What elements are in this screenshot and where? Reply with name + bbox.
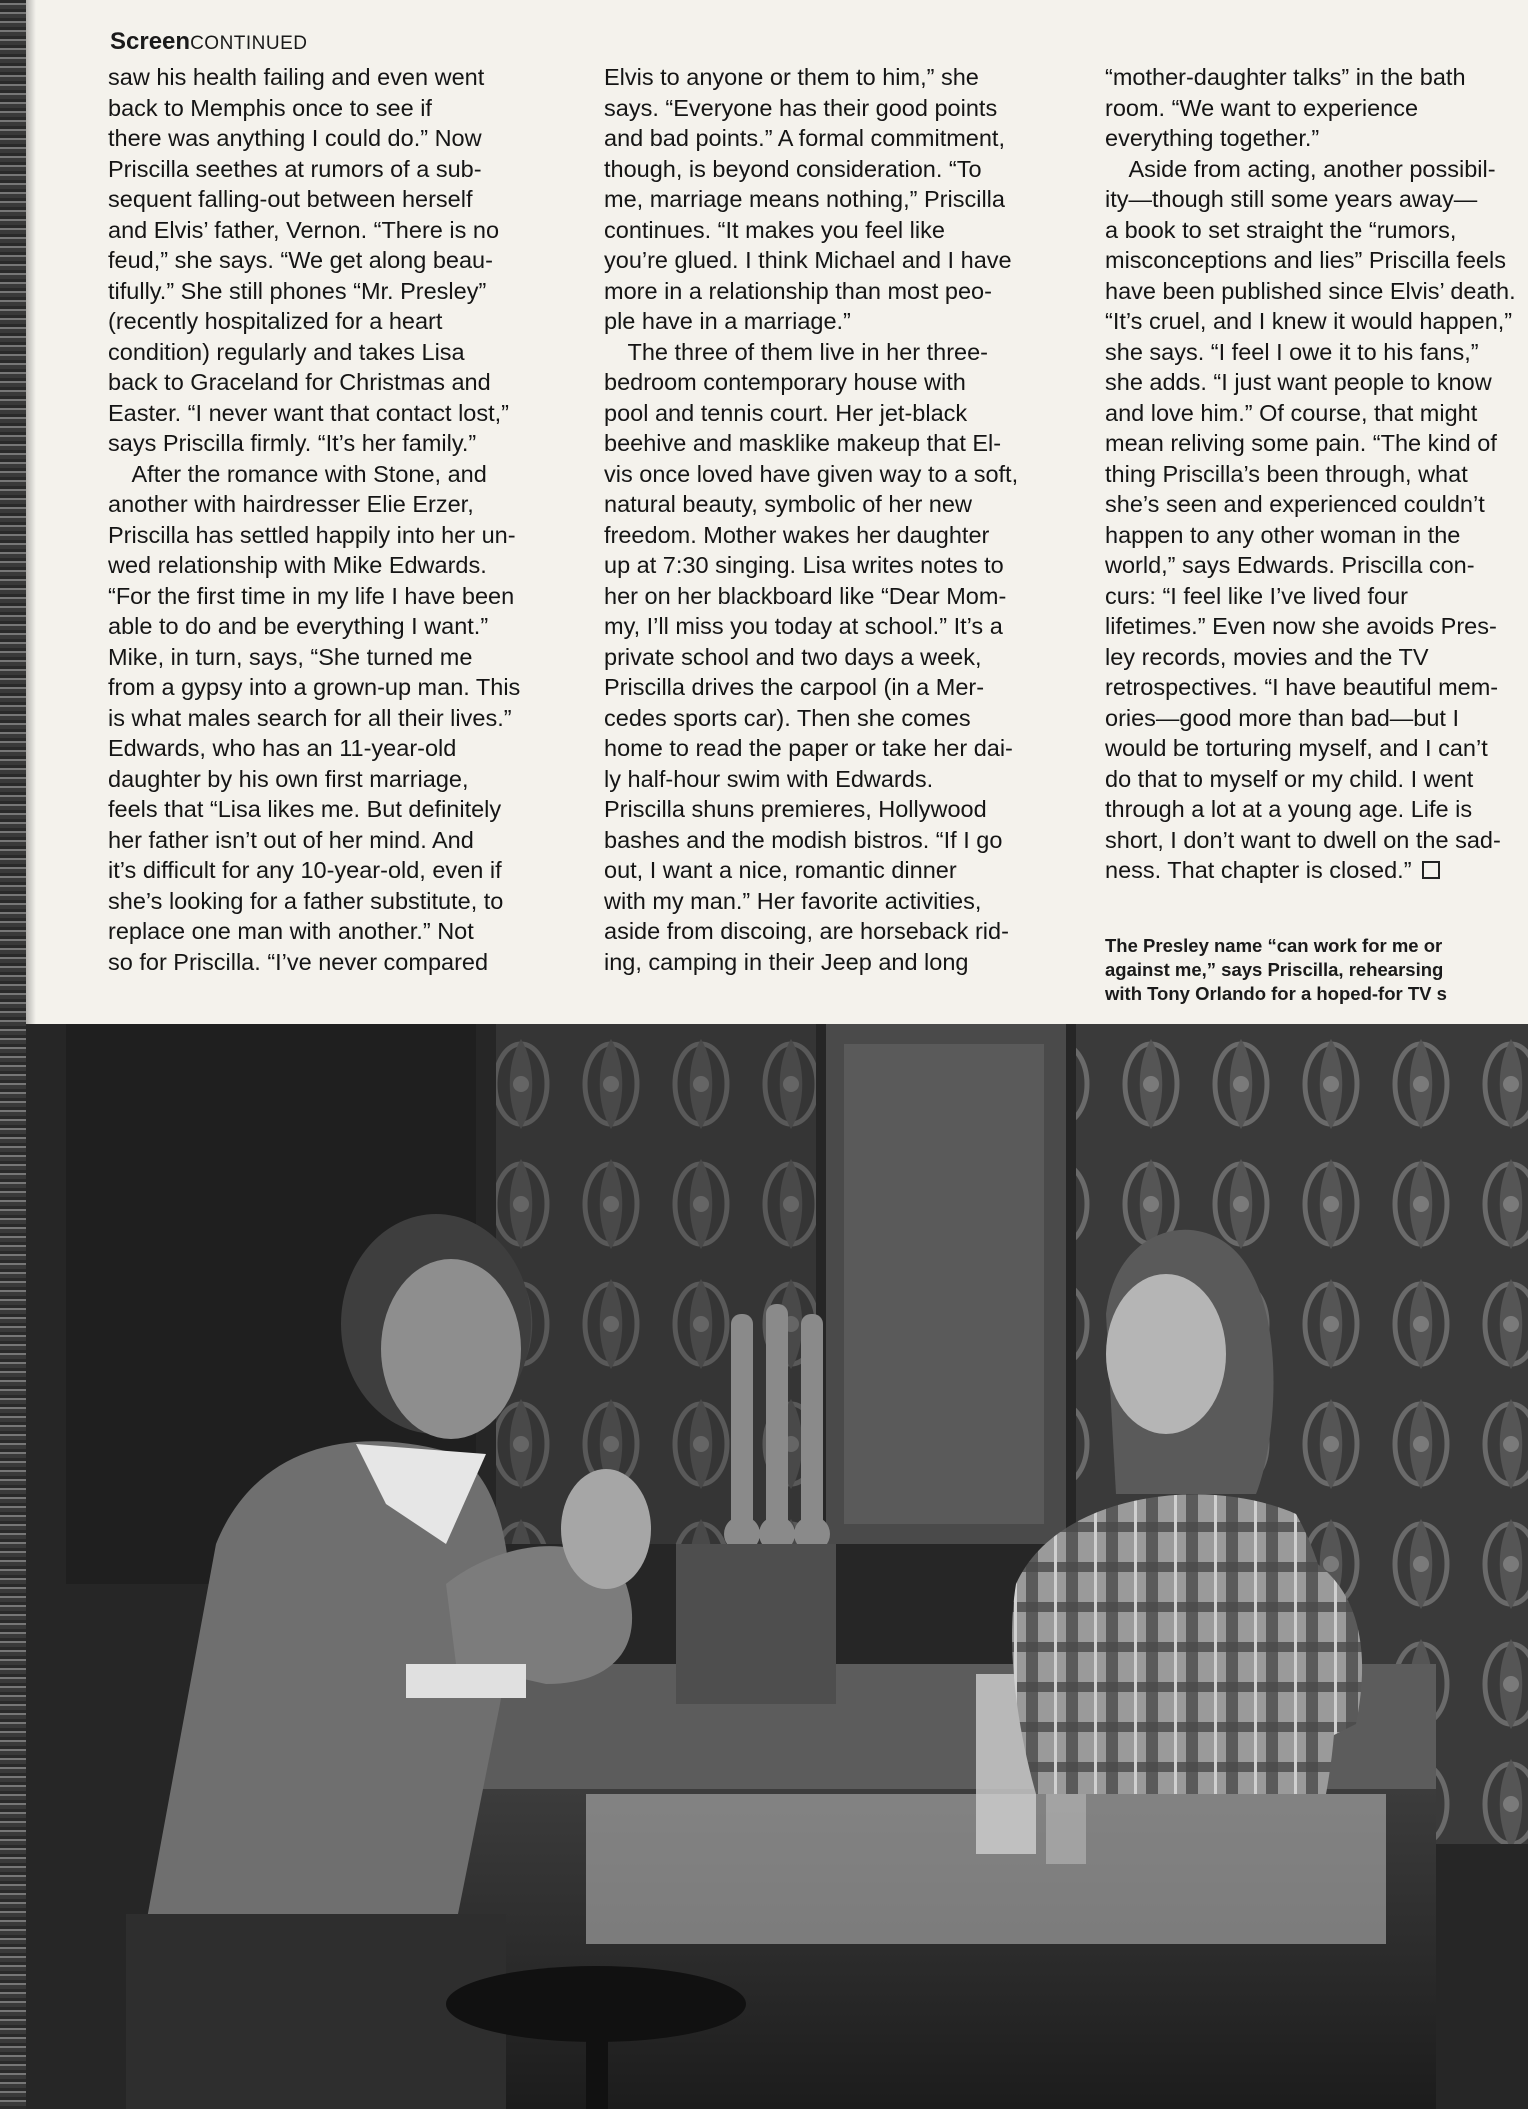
- article-line: tifully.” She still phones “Mr. Presley”: [108, 277, 487, 304]
- end-of-article-mark: [1422, 861, 1440, 879]
- article-line: home to read the paper or take her dai-: [604, 735, 1013, 761]
- article-line: back to Memphis once to see if: [108, 94, 432, 121]
- article-line: her father isn’t out of her mind. And: [108, 826, 474, 853]
- article-line: ing, camping in their Jeep and long: [604, 948, 969, 975]
- article-line: able to do and be everything I want.”: [108, 613, 489, 639]
- article-line: private school and two days a week,: [604, 643, 982, 670]
- article-line: daughter by his own first marriage,: [108, 765, 469, 792]
- article-line: Priscilla has settled happily into her un-: [108, 521, 516, 548]
- caption-line: The Presley name “can work for me or: [1105, 935, 1443, 956]
- article-line: Priscilla shuns premieres, Hollywood: [604, 796, 987, 822]
- article-line: world,” says Edwards. Priscilla con-: [1105, 552, 1475, 578]
- article-line: do that to myself or my child. I went: [1105, 765, 1474, 792]
- continued-label: CONTINUED: [190, 33, 308, 54]
- article-line: pool and tennis court. Her jet-black: [604, 399, 968, 426]
- article-line: misconceptions and lies” Priscilla feels: [1105, 247, 1506, 273]
- article-line: she’s looking for a father substitute, to: [108, 887, 504, 914]
- article-line: and Elvis’ father, Vernon. “There is no: [108, 216, 500, 243]
- article-line: The three of them live in her three-: [604, 338, 989, 365]
- article-line: a book to set straight the “rumors,: [1105, 216, 1457, 243]
- article-line: (recently hospitalized for a heart: [108, 308, 443, 334]
- article-line: would be torturing myself, and I can’t: [1105, 735, 1488, 761]
- article-line: my, I’ll miss you today at school.” It’s a: [604, 613, 1003, 639]
- article-line: retrospectives. “I have beautiful mem-: [1105, 674, 1499, 700]
- caption-line: against me,” says Priscilla, rehearsing: [1105, 959, 1444, 980]
- article-line: and bad points.” A formal commitment,: [604, 125, 1005, 151]
- article-line: her on her blackboard like “Dear Mom-: [604, 582, 1007, 609]
- article-line: ple have in a marriage.”: [604, 308, 851, 334]
- article-line: beehive and masklike makeup that El-: [604, 430, 1002, 456]
- article-line: feels that “Lisa likes me. But definitely: [108, 796, 502, 822]
- article-line: bedroom contemporary house with: [604, 369, 966, 395]
- article-line: more in a relationship than most peo-: [604, 277, 992, 304]
- article-line: curs: “I feel like I’ve lived four: [1105, 582, 1408, 609]
- binding-spine: [0, 0, 26, 2109]
- article-line: wed relationship with Mike Edwards.: [108, 552, 487, 578]
- article-line: “For the first time in my life I have been: [108, 582, 515, 609]
- article-line: out, I want a nice, romantic dinner: [604, 857, 957, 883]
- article-line: so for Priscilla. “I’ve never compared: [108, 948, 489, 975]
- article-line: another with hairdresser Elie Erzer,: [108, 491, 474, 517]
- article-line: she adds. “I just want people to know: [1105, 369, 1492, 395]
- article-line: “mother-daughter talks” in the bath: [1105, 64, 1466, 90]
- article-line: room. “We want to experience: [1105, 94, 1419, 121]
- article-line: Priscilla drives the carpool (in a Mer-: [604, 674, 985, 700]
- article-line: she says. “I feel I owe it to his fans,”: [1105, 338, 1479, 365]
- article-line: back to Graceland for Christmas and: [108, 369, 491, 395]
- section-header: [110, 28, 308, 56]
- rehearsal-photo: [26, 1024, 1528, 2109]
- article-line: happen to any other woman in the: [1105, 521, 1461, 548]
- article-line: Edwards, who has an 11-year-old: [108, 735, 457, 761]
- article-line: Mike, in turn, says, “She turned me: [108, 643, 473, 670]
- article-line: Easter. “I never want that contact lost,”: [108, 399, 509, 426]
- article-column-3: [1105, 62, 1528, 886]
- article-line: me, marriage means nothing,” Priscilla: [604, 186, 1005, 212]
- article-line: you’re glued. I think Michael and I have: [604, 247, 1012, 273]
- article-line: have been published since Elvis’ death.: [1105, 277, 1516, 304]
- article-line: Elvis to anyone or them to him,” she: [604, 64, 979, 90]
- article-line: everything together.”: [1105, 125, 1320, 151]
- caption-line: with Tony Orlando for a hoped-for TV s: [1105, 983, 1447, 1004]
- article-line: up at 7:30 singing. Lisa writes notes to: [604, 552, 1004, 578]
- article-line: aside from discoing, are horseback rid-: [604, 918, 1009, 944]
- article-line: ly half-hour swim with Edwards.: [604, 765, 934, 792]
- article-line: ories—good more than bad—but I: [1105, 704, 1460, 731]
- article-column-1: [108, 62, 578, 977]
- article-line: she’s seen and experienced couldn’t: [1105, 491, 1485, 517]
- article-line: short, I don’t want to dwell on the sad-: [1105, 826, 1501, 853]
- article-line: condition) regularly and takes Lisa: [108, 338, 465, 365]
- article-line: cedes sports car). Then she comes: [604, 704, 971, 731]
- article-line: mean reliving some pain. “The kind of: [1105, 430, 1497, 456]
- article-line: from a gypsy into a grown-up man. This: [108, 674, 521, 700]
- article-line: is what males search for all their lives.”: [108, 704, 512, 731]
- article-line: ity—though still some years away—: [1105, 186, 1478, 212]
- article-line: feud,” she says. “We get along beau-: [108, 247, 493, 273]
- article-line: saw his health failing and even went: [108, 64, 485, 90]
- article-line: though, is beyond consideration. “To: [604, 155, 982, 182]
- article-line: vis once loved have given way to a soft,: [604, 460, 1019, 487]
- article-line: lifetimes.” Even now she avoids Pres-: [1105, 613, 1497, 639]
- article-line: freedom. Mother wakes her daughter: [604, 521, 990, 548]
- article-line: with my man.” Her favorite activities,: [604, 887, 982, 914]
- article-line: natural beauty, symbolic of her new: [604, 491, 972, 517]
- article-line: sequent falling-out between herself: [108, 186, 473, 212]
- article-line: After the romance with Stone, and: [108, 460, 487, 487]
- article-line: through a lot at a young age. Life is: [1105, 796, 1473, 822]
- article-line: says Priscilla firmly. “It’s her family.”: [108, 430, 477, 456]
- article-line: ley records, movies and the TV: [1105, 643, 1429, 670]
- article-line: there was anything I could do.” Now: [108, 125, 482, 151]
- section-brand: Screen: [110, 28, 191, 55]
- article-line: Priscilla seethes at rumors of a sub-: [108, 155, 482, 182]
- article-line: says. “Everyone has their good points: [604, 94, 998, 121]
- article-column-2: [604, 62, 1082, 977]
- article-line: Aside from acting, another possibil-: [1105, 155, 1496, 182]
- article-line: it’s difficult for any 10-year-old, even if: [108, 857, 502, 883]
- article-line: ness. That chapter is closed.”: [1105, 855, 1528, 886]
- photo-caption: [1105, 934, 1528, 1006]
- article-line: bashes and the modish bistros. “If I go: [604, 826, 1003, 853]
- article-line: and love him.” Of course, that might: [1105, 399, 1478, 426]
- article-line: “It’s cruel, and I knew it would happen,”: [1105, 308, 1513, 334]
- article-line: replace one man with another.” Not: [108, 918, 474, 944]
- article-line: continues. “It makes you feel like: [604, 216, 945, 243]
- article-line: thing Priscilla’s been through, what: [1105, 460, 1468, 487]
